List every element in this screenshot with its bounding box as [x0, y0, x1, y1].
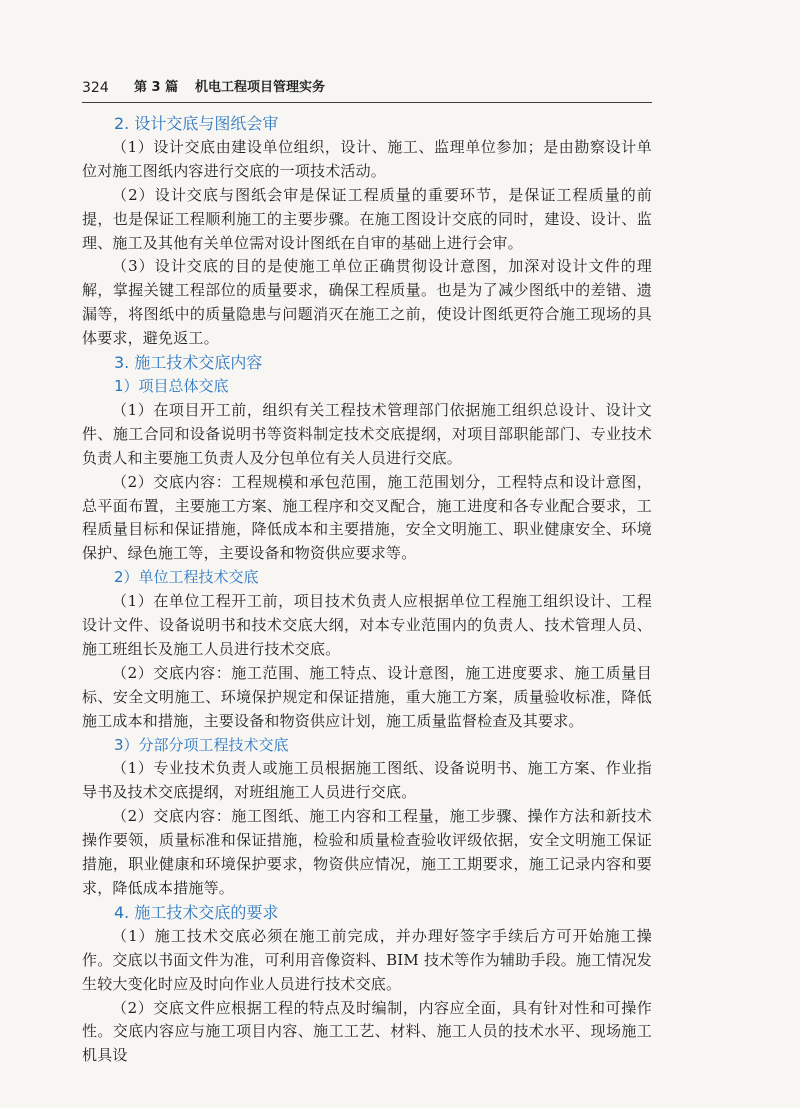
- subsection-heading: 2）单位工程技术交底: [114, 568, 259, 587]
- paragraph: （1）在单位工程开工前，项目技术负责人应根据单位工程施工组织设计、工程设计文件、设备说明书和技术交底大纲，对本专业范围内的负责人、技术管理人员、施工班组长及施工人员进行技术交底。: [82, 592, 652, 658]
- book-title: 机电工程项目管理实务: [195, 80, 326, 95]
- paragraph: （1）设计交底由建设单位组织，设计、施工、监理单位参加；是由勘察设计单位对施工图纸内容进行交底的一项技术活动。: [82, 137, 652, 180]
- paragraph: （2）交底内容：施工图纸、施工内容和工程量，施工步骤、操作方法和新技术操作要领，质量标准和保证措施，检验和质量检查验收评级依据，安全文明施工保证措施，职业健康和环境保护要求，物资供应情况，施工工期要求，施工记录内容和要求，降低成本措施等。: [82, 807, 652, 897]
- page-number: 324: [82, 80, 109, 96]
- page-header: [82, 76, 650, 100]
- paragraph: （3）设计交底的目的是使施工单位正确贯彻设计意图，加深对设计文件的理解，掌握关键工程部位的质量要求，确保工程质量。也是为了减少图纸中的差错、遗漏等，将图纸中的质量隐患与问题消灭在施工之前，使设计图纸更符合施工现场的具体要求，避免返工。: [82, 257, 652, 348]
- paragraph: （2）交底文件应根据工程的特点及时编制，内容应全面，具有针对性和可操作性。交底内容应与施工项目内容、施工工艺、材料、施工人员的技术水平、现场施工机具设: [82, 998, 652, 1065]
- section-label: 第 3 篇: [134, 80, 179, 95]
- paragraph: （2）交底内容：工程规模和承包范围，施工范围划分，工程特点和设计意图，总平面布置，主要施工方案、施工程序和交叉配合，施工进度和各专业配合要求，工程质量目标和保证措施，降低成本和主要措施，安全文明施工、职业健康安全、环境保护、绿色施工等，主要设备和物资供应要求等。: [82, 472, 652, 563]
- page-content: [82, 112, 652, 1068]
- paragraph: （1）专业技术负责人或施工员根据施工图纸、设备说明书、施工方案、作业指导书及技术交底提纲，对班组施工人员进行交底。: [82, 759, 652, 802]
- section-heading: 4. 施工技术交底的要求: [114, 902, 279, 922]
- section-heading: 3. 施工技术交底内容: [114, 353, 263, 373]
- paragraph: （1）施工技术交底必须在施工前完成，并办理好签字手续后方可开始施工操作。交底以书面文件为准，可利用音像资料、BIM 技术等作为辅助手段。施工情况发生较大变化时应及时向作业人员进行技术交底。: [82, 926, 652, 993]
- subsection-heading: 1）项目总体交底: [114, 376, 229, 395]
- section-heading: 2. 设计交底与图纸会审: [114, 114, 279, 133]
- paragraph: （2）交底内容：施工范围、施工特点、设计意图，施工进度要求、施工质量目标、安全文明施工、环境保护规定和保证措施，重大施工方案，质量验收标准，降低施工成本和措施，主要设备和物资供应计划，施工质量监督检查及其要求。: [82, 663, 652, 730]
- subsection-heading: 3）分部分项工程技术交底: [114, 735, 289, 754]
- paragraph: （2）设计交底与图纸会审是保证工程质量的重要环节，是保证工程质量的前提，也是保证工程顺利施工的主要步骤。在施工图设计交底的同时，建设、设计、监理、施工及其他有关单位需对设计图纸在自审的基础上进行会审。: [82, 185, 652, 252]
- paragraph: （1）在项目开工前，组织有关工程技术管理部门依据施工组织总设计、设计文件、施工合同和设备说明书等资料制定技术交底提纲，对项目部职能部门、专业技术负责人和主要施工负责人及分包单位有关人员进行交底。: [82, 400, 652, 467]
- header-rule: [82, 102, 652, 103]
